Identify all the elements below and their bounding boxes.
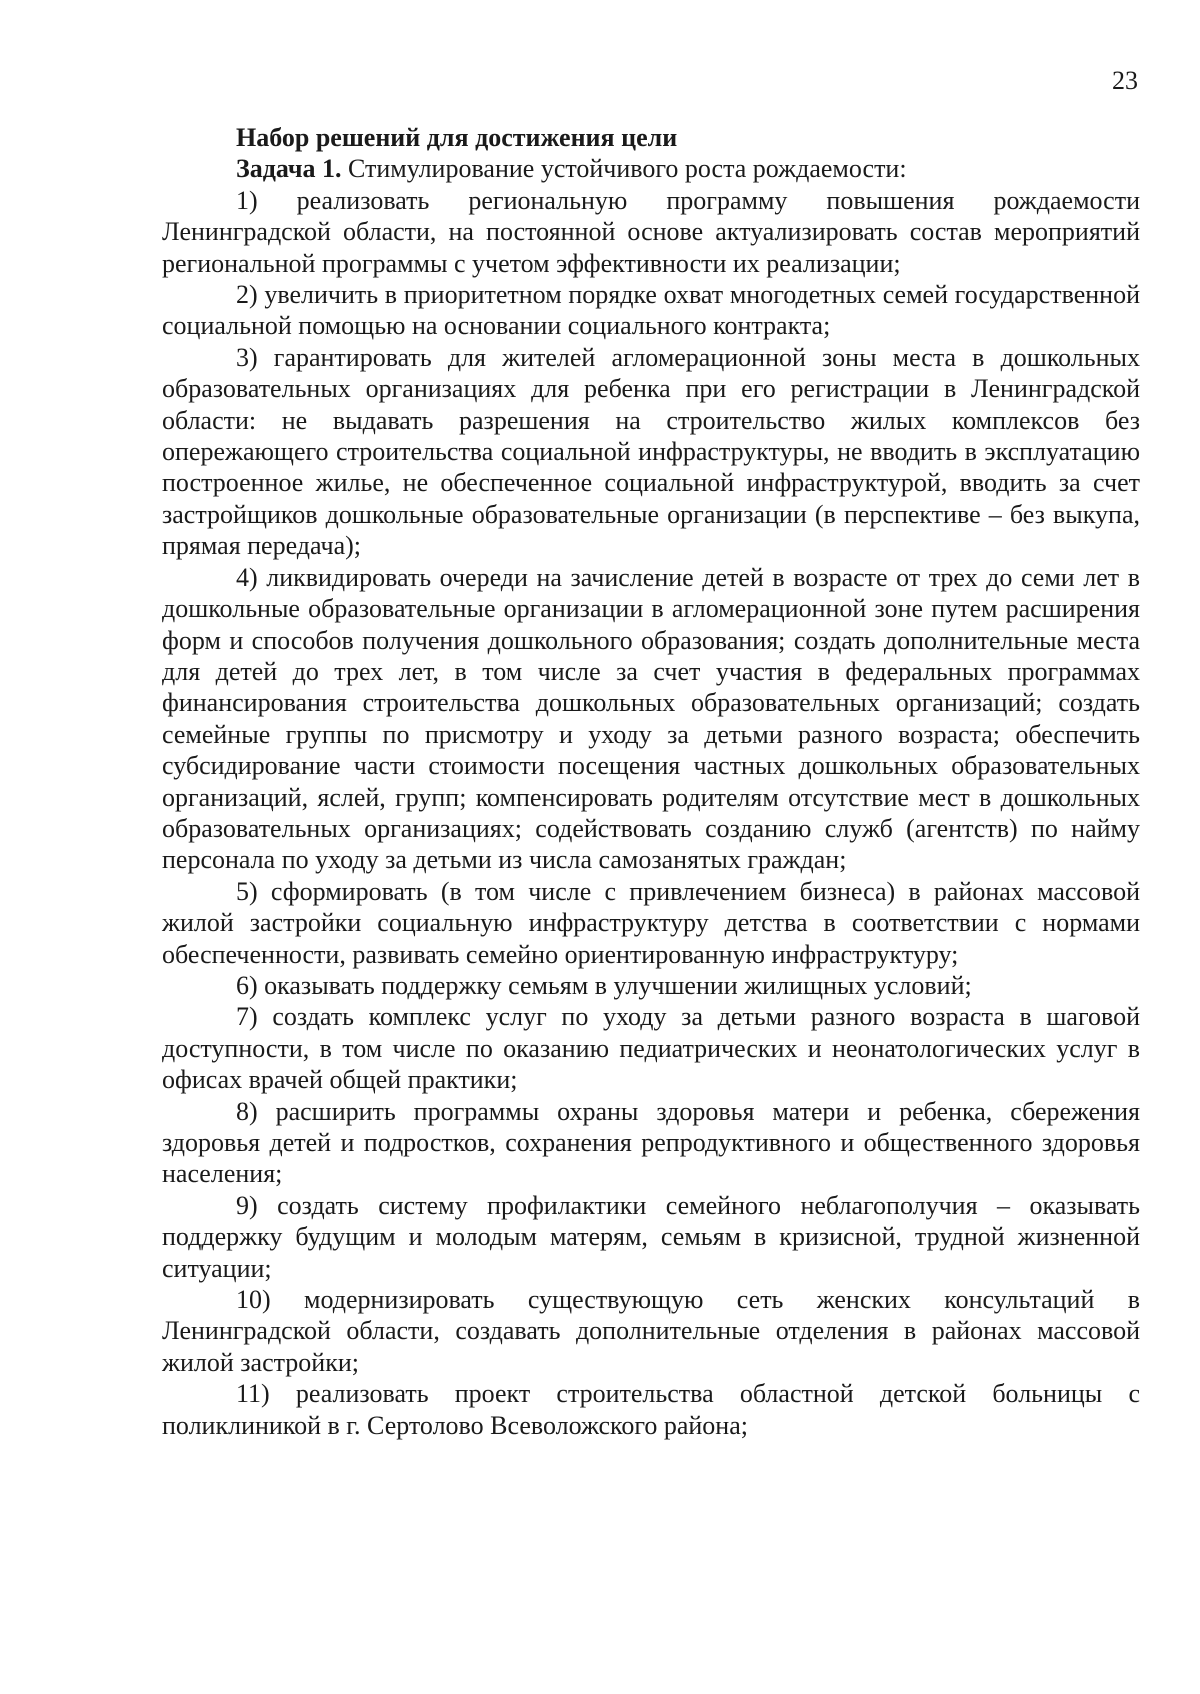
list-item-2: 2) увеличить в приоритетном порядке охват многодетных семей государственной социальной помощью на основании социального контракта; (162, 280, 1140, 341)
task-label: Задача 1. (236, 154, 342, 184)
list-item-1: 1) реализовать региональную программу повышения рождаемости Ленинградской области, на постоянной основе актуализировать состав мероприятий региональной программы с учетом эффективности их реализации; (162, 185, 1140, 278)
list-item-6: 6) оказывать поддержку семьям в улучшении жилищных условий; (236, 970, 972, 1000)
list-item-4: 4) ликвидировать очереди на зачисление детей в возрасте от трех до семи лет в дошкольные образовательные организации в агломерационной зоне путем расширения форм и способов получения дошкольного образования; создать дополнительные места для детей до трех лет, в том числе за счет участия в федеральных программах финансирования строительства дошкольных образовательных организаций; создать семейные группы по присмотру и уходу за детьми разного возраста; обеспечить субсидирование части стоимости посещения частных дошкольных образовательных организаций, яслей, групп; компенсировать родителям отсутствие мест в дошкольных образовательных организациях; содействовать созданию служб (агентств) по найму персонала по уходу за детьми из числа самозанятых граждан; (162, 562, 1140, 875)
list-item-11: 11) реализовать проект строительства областной детской больницы с поликлиникой в г. Сертолово Всеволожского района; (162, 1379, 1140, 1440)
section-heading: Набор решений для достижения цели (236, 123, 678, 152)
list-item-7: 7) создать комплекс услуг по уходу за детьми разного возраста в шаговой доступности, в том числе по оказанию педиатрических и неонатологических услуг в офисах врачей общей практики; (162, 1002, 1140, 1095)
list-item-3: 3) гарантировать для жителей агломерационной зоны места в дошкольных образовательных организациях для ребенка при его регистрации в Ленинградской области: не выдавать разрешения на строительство жилых комплексов без опережающего строительства социальной инфраструктуры, не вводить в эксплуатацию построенное жилье, не обеспеченное социальной инфраструктурой, вводить за счет застройщиков дошкольные образовательные организации (в перспективе – без выкупа, прямая передача); (162, 342, 1140, 561)
task-line (162, 153, 1140, 184)
list-item-5: 5) сформировать (в том числе с привлечением бизнеса) в районах массовой жилой застройки социальную инфраструктуру детства в соответствии с нормами обеспеченности, развивать семейно ориентированную инфраструктуру; (162, 876, 1140, 969)
page-number: 23 (1112, 66, 1138, 95)
task-text: Стимулирование устойчивого роста рождаемости: (341, 154, 907, 184)
list-item-10: 10) модернизировать существующую сеть женских консультаций в Ленинградской области, создавать дополнительные отделения в районах массовой жилой застройки; (162, 1285, 1140, 1377)
document-body (162, 122, 1140, 1441)
list-item-9: 9) создать систему профилактики семейного неблагополучия – оказывать поддержку будущим и молодым матерям, семьям в кризисной, трудной жизненной ситуации; (162, 1190, 1140, 1283)
list-item-8: 8) расширить программы охраны здоровья матери и ребенка, сбережения здоровья детей и подростков, сохранения репродуктивного и общественного здоровья населения; (162, 1096, 1140, 1189)
